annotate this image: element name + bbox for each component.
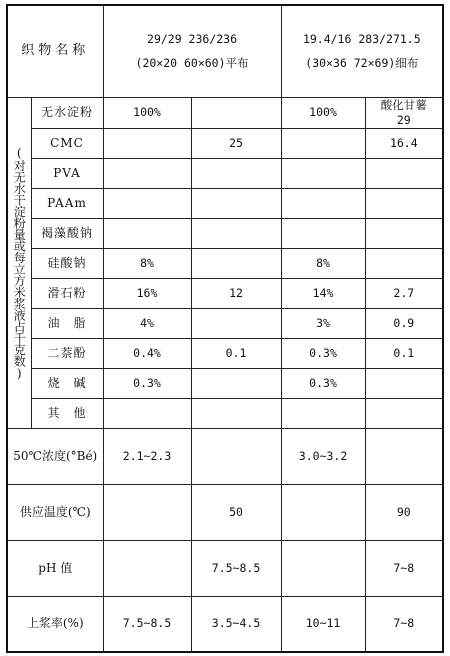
ingredient-name: 其 他 <box>47 405 87 420</box>
ingredient-value-cell <box>281 308 365 338</box>
property-value-cell <box>365 428 443 484</box>
ingredient-value: 4% <box>140 315 154 330</box>
ingredient-value-cell <box>365 188 443 218</box>
ingredient-value: 酸化甘薯 29 <box>380 97 427 127</box>
property-label: pH 值 <box>38 560 73 575</box>
ingredient-name: PVA <box>53 165 81 180</box>
ingredient-name-cell <box>31 398 103 428</box>
ingredient-value-cell <box>103 158 191 188</box>
header-row <box>7 5 443 97</box>
ingredient-value-cell <box>365 218 443 248</box>
ingredient-value-cell <box>103 278 191 308</box>
ingredient-value-cell <box>103 248 191 278</box>
ingredient-name-cell <box>31 278 103 308</box>
ingredient-value-cell <box>281 97 365 128</box>
property-value-cell <box>365 484 443 540</box>
ingredient-value-cell <box>191 338 281 368</box>
ingredient-row <box>7 368 443 398</box>
property-label-cell <box>7 540 103 596</box>
ingredient-value-cell <box>103 398 191 428</box>
ingredient-name-cell <box>31 218 103 248</box>
ingredient-value: 25 <box>229 135 243 150</box>
property-row <box>7 596 443 652</box>
ingredient-name: 烧 碱 <box>47 375 87 390</box>
ingredient-value-cell <box>281 278 365 308</box>
ingredient-row <box>7 308 443 338</box>
ingredient-value-cell <box>365 158 443 188</box>
ingredient-value-cell <box>281 368 365 398</box>
ingredient-value-cell <box>103 368 191 398</box>
property-value-cell <box>191 540 281 596</box>
ingredient-name: CMC <box>50 135 84 150</box>
ingredient-value-cell <box>365 368 443 398</box>
ingredient-value-cell <box>191 278 281 308</box>
ingredient-value-cell <box>281 128 365 158</box>
ingredient-value: 0.3% <box>309 375 337 390</box>
ingredient-value-cell <box>103 128 191 158</box>
ingredient-row <box>7 278 443 308</box>
fabric-name-label: 织物名称 <box>21 43 90 59</box>
ingredient-name: 褐藻酸钠 <box>41 225 94 240</box>
ingredient-value-cell <box>365 398 443 428</box>
property-label: 上浆率(%) <box>26 616 84 631</box>
ingredient-value: 0.1 <box>225 345 247 360</box>
property-value-cell <box>191 484 281 540</box>
ingredient-name-cell <box>31 158 103 188</box>
ingredient-row <box>7 158 443 188</box>
recipe-group-label: (对无水干淀粉量或每立方米浆液占千克数) <box>12 145 27 380</box>
ingredient-name-cell <box>31 338 103 368</box>
property-value-cell <box>281 484 365 540</box>
property-value-cell <box>365 540 443 596</box>
property-value-cell <box>103 428 191 484</box>
fabric-name-header <box>7 5 103 97</box>
ingredient-value: 0.1 <box>393 345 415 360</box>
ingredient-value: 100% <box>309 105 337 119</box>
ingredient-value-cell <box>281 338 365 368</box>
ingredient-row <box>7 97 443 128</box>
property-value-cell <box>103 484 191 540</box>
property-value-cell <box>191 428 281 484</box>
property-value: 50 <box>229 504 243 519</box>
ingredient-value: 0.3% <box>309 345 337 360</box>
ingredient-name: PAAm <box>47 195 87 210</box>
ingredient-value-cell <box>191 218 281 248</box>
property-value: 90 <box>396 504 411 519</box>
ingredient-value-cell <box>191 97 281 128</box>
ingredient-name: 二萘酚 <box>47 345 87 360</box>
ingredient-name-cell <box>31 368 103 398</box>
ingredient-name-cell <box>31 128 103 158</box>
property-label-cell <box>7 484 103 540</box>
ingredient-value: 3% <box>316 315 330 330</box>
fabric-b-type: (30×36 72×69)细布 <box>305 56 419 71</box>
property-label-cell <box>7 428 103 484</box>
property-value-cell <box>281 540 365 596</box>
ingredient-value-cell <box>191 248 281 278</box>
ingredient-value-cell <box>365 308 443 338</box>
ingredient-row <box>7 398 443 428</box>
property-row <box>7 428 443 484</box>
property-value-cell <box>281 596 365 652</box>
ingredient-row <box>7 248 443 278</box>
ingredient-name-cell <box>31 188 103 218</box>
property-value: 2.1~2.3 <box>122 448 172 463</box>
ingredient-value: 14% <box>312 285 334 300</box>
ingredient-value-cell <box>281 218 365 248</box>
ingredient-value: 16.4 <box>389 135 418 150</box>
ingredient-value-cell <box>191 308 281 338</box>
property-value: 7~8 <box>393 560 415 575</box>
ingredient-value-cell <box>365 248 443 278</box>
ingredient-value-cell <box>103 97 191 128</box>
fabric-b-spec: 19.4/16 283/271.5 <box>302 32 421 47</box>
ingredient-value-cell <box>281 248 365 278</box>
property-value: 3.5~4.5 <box>211 616 261 631</box>
property-value-cell <box>191 596 281 652</box>
ingredient-name: 硅酸钠 <box>47 255 87 270</box>
ingredient-value-cell <box>191 158 281 188</box>
fabric-a-type: (20×20 60×60)平布 <box>135 56 249 71</box>
ingredient-value: 0.4% <box>133 345 161 360</box>
ingredient-value-cell <box>103 338 191 368</box>
ingredient-value-cell <box>365 97 443 128</box>
ingredient-name-cell <box>31 97 103 128</box>
ingredient-name-cell <box>31 248 103 278</box>
fabric-a-header <box>103 5 281 97</box>
ingredient-name: 油 脂 <box>47 315 87 330</box>
sizing-recipe-table <box>6 4 444 653</box>
ingredient-value-cell <box>103 188 191 218</box>
fabric-a-spec: 29/29 236/236 <box>147 32 238 47</box>
ingredient-name: 无水淀粉 <box>41 105 94 119</box>
ingredient-row <box>7 188 443 218</box>
ingredient-value: 16% <box>136 285 158 300</box>
ingredient-value-cell <box>281 158 365 188</box>
ingredient-value-cell <box>365 278 443 308</box>
property-label-cell <box>7 596 103 652</box>
ingredient-value-cell <box>365 338 443 368</box>
property-label: 供应温度(℃) <box>19 504 91 519</box>
ingredient-name-cell <box>31 308 103 338</box>
ingredient-name: 滑石粉 <box>47 285 87 300</box>
ingredient-value-cell <box>365 128 443 158</box>
ingredient-row <box>7 218 443 248</box>
ingredient-value: 8% <box>316 255 330 270</box>
ingredient-value-cell <box>191 368 281 398</box>
property-row <box>7 484 443 540</box>
property-row <box>7 540 443 596</box>
ingredient-value: 2.7 <box>393 285 415 300</box>
property-value: 7.5~8.5 <box>211 560 261 575</box>
ingredient-value: 8% <box>140 255 154 270</box>
ingredient-row <box>7 338 443 368</box>
ingredient-value-cell <box>281 188 365 218</box>
property-value: 7.5~8.5 <box>122 616 172 631</box>
ingredient-value-cell <box>191 188 281 218</box>
ingredient-value-cell <box>191 128 281 158</box>
fabric-b-header <box>281 5 443 97</box>
recipe-group-cell <box>7 97 31 428</box>
ingredient-value-cell <box>103 308 191 338</box>
property-value-cell <box>103 540 191 596</box>
property-value: 10~11 <box>305 616 341 631</box>
ingredient-row <box>7 128 443 158</box>
property-value-cell <box>365 596 443 652</box>
ingredient-value: 0.9 <box>393 315 415 330</box>
property-value-cell <box>103 596 191 652</box>
ingredient-value-cell <box>191 398 281 428</box>
property-label: 50℃浓度(°Bé) <box>13 448 98 463</box>
property-value: 3.0~3.2 <box>298 448 348 463</box>
ingredient-value: 100% <box>133 105 161 119</box>
ingredient-value: 12 <box>229 285 243 300</box>
property-value: 7~8 <box>393 616 415 631</box>
ingredient-value: 0.3% <box>133 375 161 390</box>
property-value-cell <box>281 428 365 484</box>
ingredient-value-cell <box>103 218 191 248</box>
ingredient-value-cell <box>281 398 365 428</box>
